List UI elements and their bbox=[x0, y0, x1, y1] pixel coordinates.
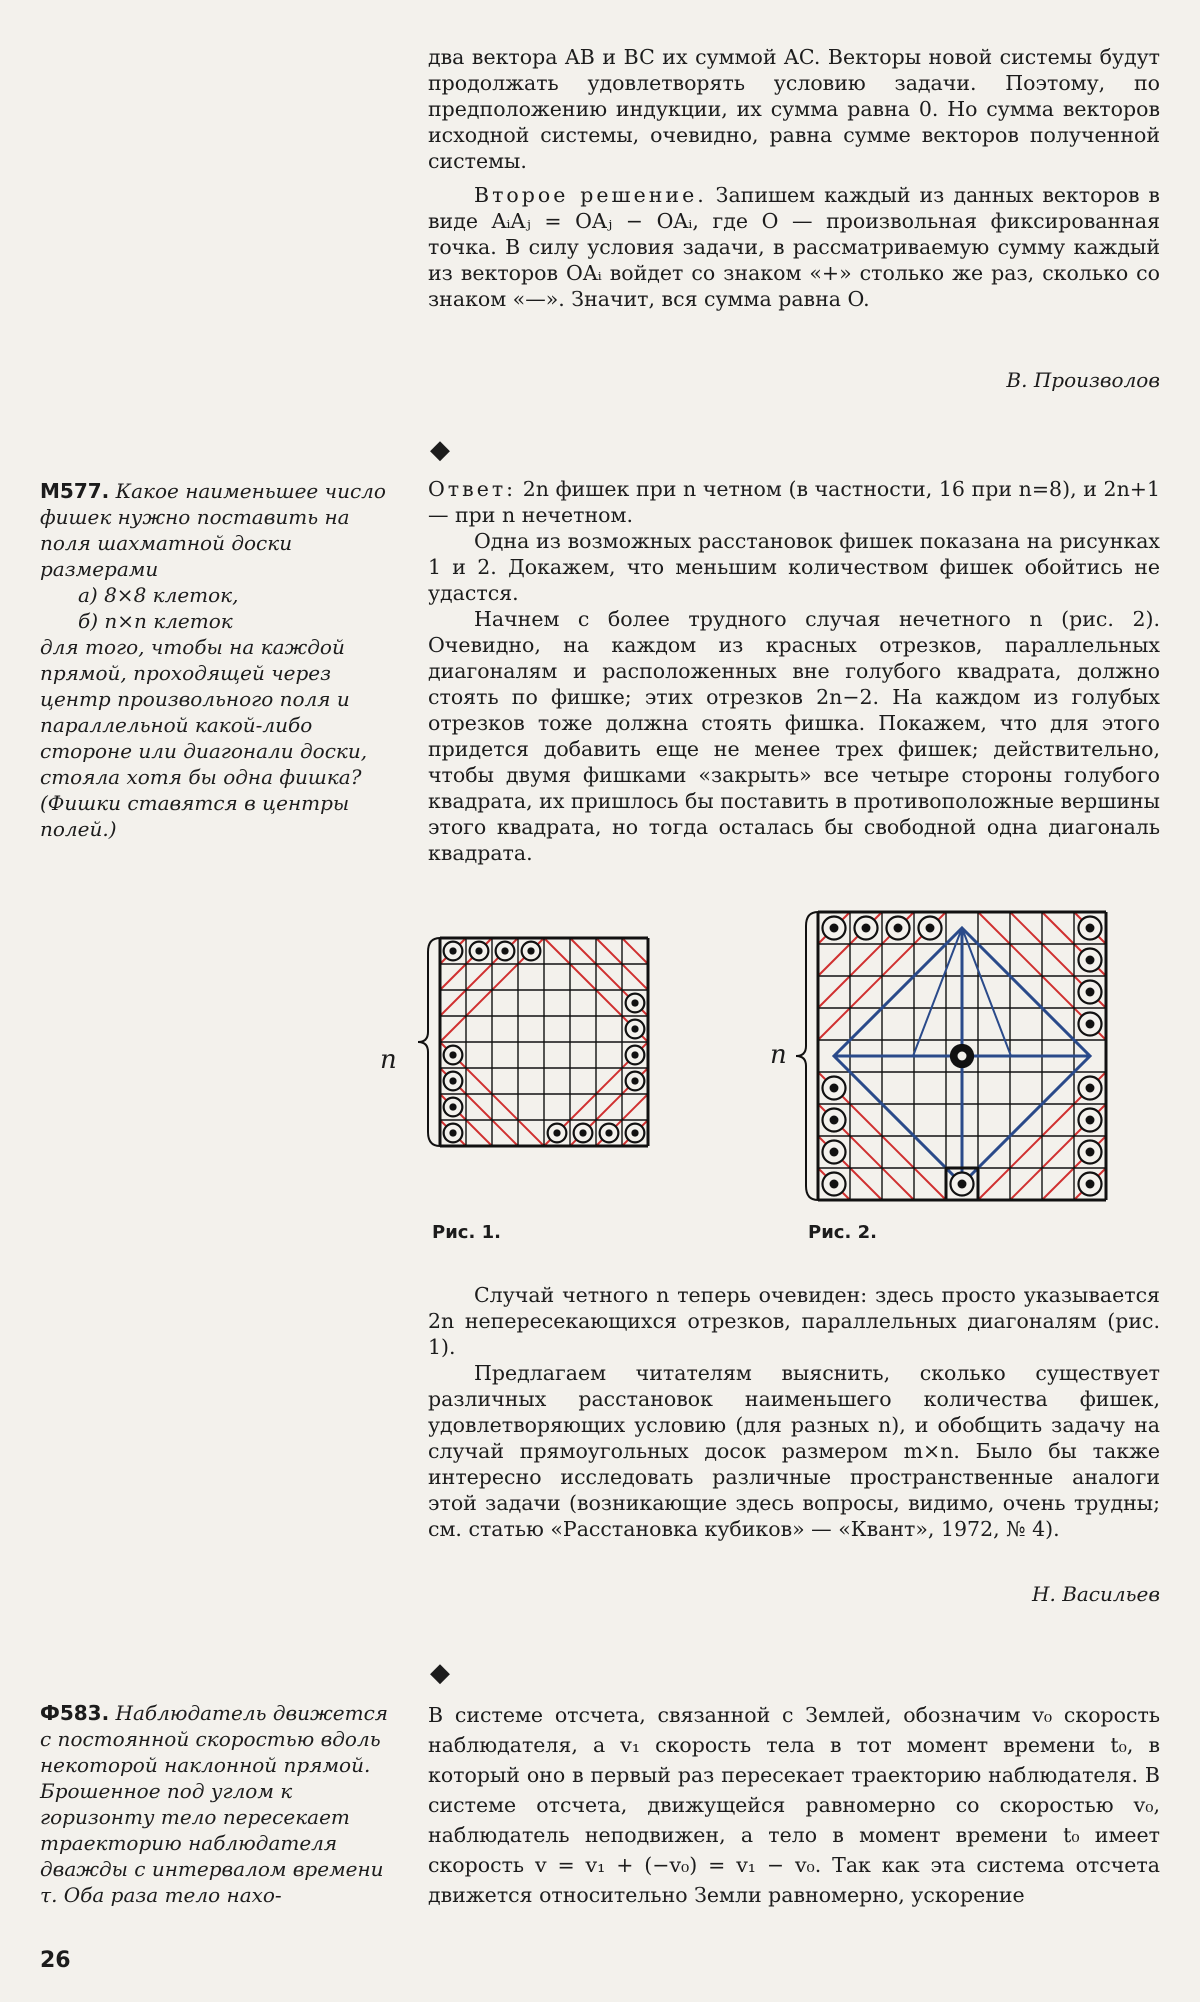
chip-center bbox=[449, 1077, 456, 1084]
chip-center bbox=[1086, 1148, 1095, 1157]
brace bbox=[796, 912, 818, 1200]
f583-solution: В системе отсчета, связанной с Землей, обозначим v₀ скорость наблюдателя, а v₁ скорость тела в тот момент времени t₀, в который оно в первый раз пересекает траекторию наблюдателя. В системе отсчета, движущейся равномерно со скоростью v₀, наблюдатель неподвижен, а тело в момент времени t₀ имеет скорость v = v₁ + (−v₀) = v₁ − v₀. Так как эта система отсчета движется относительно Земли равномерно, ускорение bbox=[428, 1703, 1160, 1907]
blue-segment bbox=[962, 928, 1011, 1056]
chip-center bbox=[605, 1129, 612, 1136]
section-diamond-icon: ◆ bbox=[430, 1658, 450, 1688]
chip-center bbox=[830, 1116, 839, 1125]
page-number: 26 bbox=[40, 1948, 71, 1973]
chip-center bbox=[1086, 1020, 1095, 1029]
chip-center bbox=[449, 1103, 456, 1110]
fig1-n-label: n bbox=[380, 1045, 397, 1075]
chip-center bbox=[631, 999, 638, 1006]
section-diamond-icon: ◆ bbox=[430, 435, 450, 465]
chip-center bbox=[958, 1180, 967, 1189]
figure-2-board bbox=[792, 900, 1122, 1212]
signature-proizvolov: В. Произволов bbox=[1006, 368, 1160, 392]
top-paragraph-2: Второе решение. Запишем каждый из данных векторов в виде AᵢAⱼ = OAⱼ − OAᵢ, где O — произвольная фиксированная точка. В силу условия задачи, в рассматриваемую сумму каждый из векторов OAᵢ войдет со знаком «+» столько же раз, сколько со знаком «—». Значит, вся сумма равна O. bbox=[428, 183, 1160, 311]
chip-center bbox=[1086, 924, 1095, 933]
chip-center bbox=[631, 1129, 638, 1136]
figure-1-caption: Рис. 1. bbox=[432, 1222, 501, 1243]
chip-center bbox=[1086, 1084, 1095, 1093]
chip-center bbox=[501, 947, 508, 954]
chip-center bbox=[1086, 956, 1095, 965]
figure-1-board bbox=[400, 930, 710, 1210]
fig2-n-label: n bbox=[770, 1040, 787, 1070]
chip-center bbox=[553, 1129, 560, 1136]
chip-center bbox=[1086, 988, 1095, 997]
chip-center bbox=[894, 924, 903, 933]
chip-center bbox=[449, 1051, 456, 1058]
chip-center bbox=[631, 1077, 638, 1084]
chip-center bbox=[579, 1129, 586, 1136]
problem-label: М577. bbox=[40, 479, 110, 503]
chip-center bbox=[1086, 1116, 1095, 1125]
chip-center bbox=[449, 947, 456, 954]
m577-solution-cont: Случай четного n теперь очевиден: здесь просто указывается 2n непересекающихся отрезков, параллельных диагоналям (рис. 1). Предлагаем читателям выяснить, сколько существует различных расстановок наименьшего количества фишек, удовлетворяющих условию (для разных n), и обобщить задачу на случай прямоугольных досок размером m×n. Было бы также интересно исследовать различные пространственные аналоги этой задачи (возникающие здесь вопросы, видимо, очень трудны; см. статью «Расстановка кубиков» — «Квант», 1972, № 4). bbox=[428, 1283, 1160, 1541]
chip-center bbox=[1086, 1180, 1095, 1189]
blue-segment bbox=[913, 928, 962, 1056]
answer-lead: Ответ: bbox=[428, 477, 517, 501]
chip-center bbox=[527, 947, 534, 954]
chip-center bbox=[926, 924, 935, 933]
chip-center bbox=[830, 1148, 839, 1157]
second-solution-lead: Второе решение. bbox=[474, 183, 707, 207]
chip-center bbox=[631, 1025, 638, 1032]
problem-label: Ф583. bbox=[40, 1701, 110, 1725]
center-chip-dot bbox=[958, 1052, 967, 1061]
chip-center bbox=[862, 924, 871, 933]
chip-center bbox=[631, 1051, 638, 1058]
chip-center bbox=[449, 1129, 456, 1136]
red-diagonal-segment bbox=[622, 938, 648, 964]
figure-2-caption: Рис. 2. bbox=[808, 1222, 877, 1243]
chip-center bbox=[830, 1084, 839, 1093]
top-paragraph-1: два вектора AB и BC их суммой AC. Векторы новой системы будут продолжать удовлетворять условию задачи. Поэтому, по предположению индукции, их сумма равна 0. Но сумма векторов исходной системы, очевидно, равна сумме векторов полученной системы. bbox=[428, 45, 1160, 173]
problem-m577: М577. Какое наименьшее число фишек нужно поставить на поля шахматной доски размерами а) 8×8 клеток, б) n×n клеток для того, чтобы на каждой прямой, проходящей через центр произвольного поля и параллельной какой-либо стороне или диагонали доски, стояла хотя бы одна фишка? (Фишки ставятся в центры полей.) bbox=[40, 479, 386, 841]
signature-vasiliev: Н. Васильев bbox=[1032, 1582, 1160, 1606]
chip-center bbox=[475, 947, 482, 954]
chip-center bbox=[830, 924, 839, 933]
problem-f583: Ф583. Наблюдатель движется с постоянной скоростью вдоль некоторой наклонной прямой. Брошенное под углом к горизонту тело пересекает траекторию наблюдателя дважды с интервалом времени τ. Оба раза тело нахо- bbox=[40, 1701, 389, 1907]
brace bbox=[418, 938, 440, 1146]
m577-solution: Ответ: 2n фишек при n четном (в частности, 16 при n=8), и 2n+1 — при n нечетном. Одна из возможных расстановок фишек показана на рисунках 1 и 2. Докажем, что меньшим количеством фишек обойтись не удастся. Начнем с более трудного случая нечетного n (рис. 2). Очевидно, на каждом из красных отрезков, параллельных диагоналям и расположенных вне голубого квадрата, должно стоять по фишке; этих отрезков 2n−2. На каждом из голубых отрезков тоже должна стоять фишка. Покажем, что для этого придется добавить еще не менее трех фишек; действительно, чтобы двумя фишками «закрыть» все четыре стороны голубого квадрата, их пришлось бы поставить в противоположные вершины этого квадрата, но тогда осталась бы свободной одна диагональ квадрата. bbox=[428, 477, 1160, 865]
chip-center bbox=[830, 1180, 839, 1189]
